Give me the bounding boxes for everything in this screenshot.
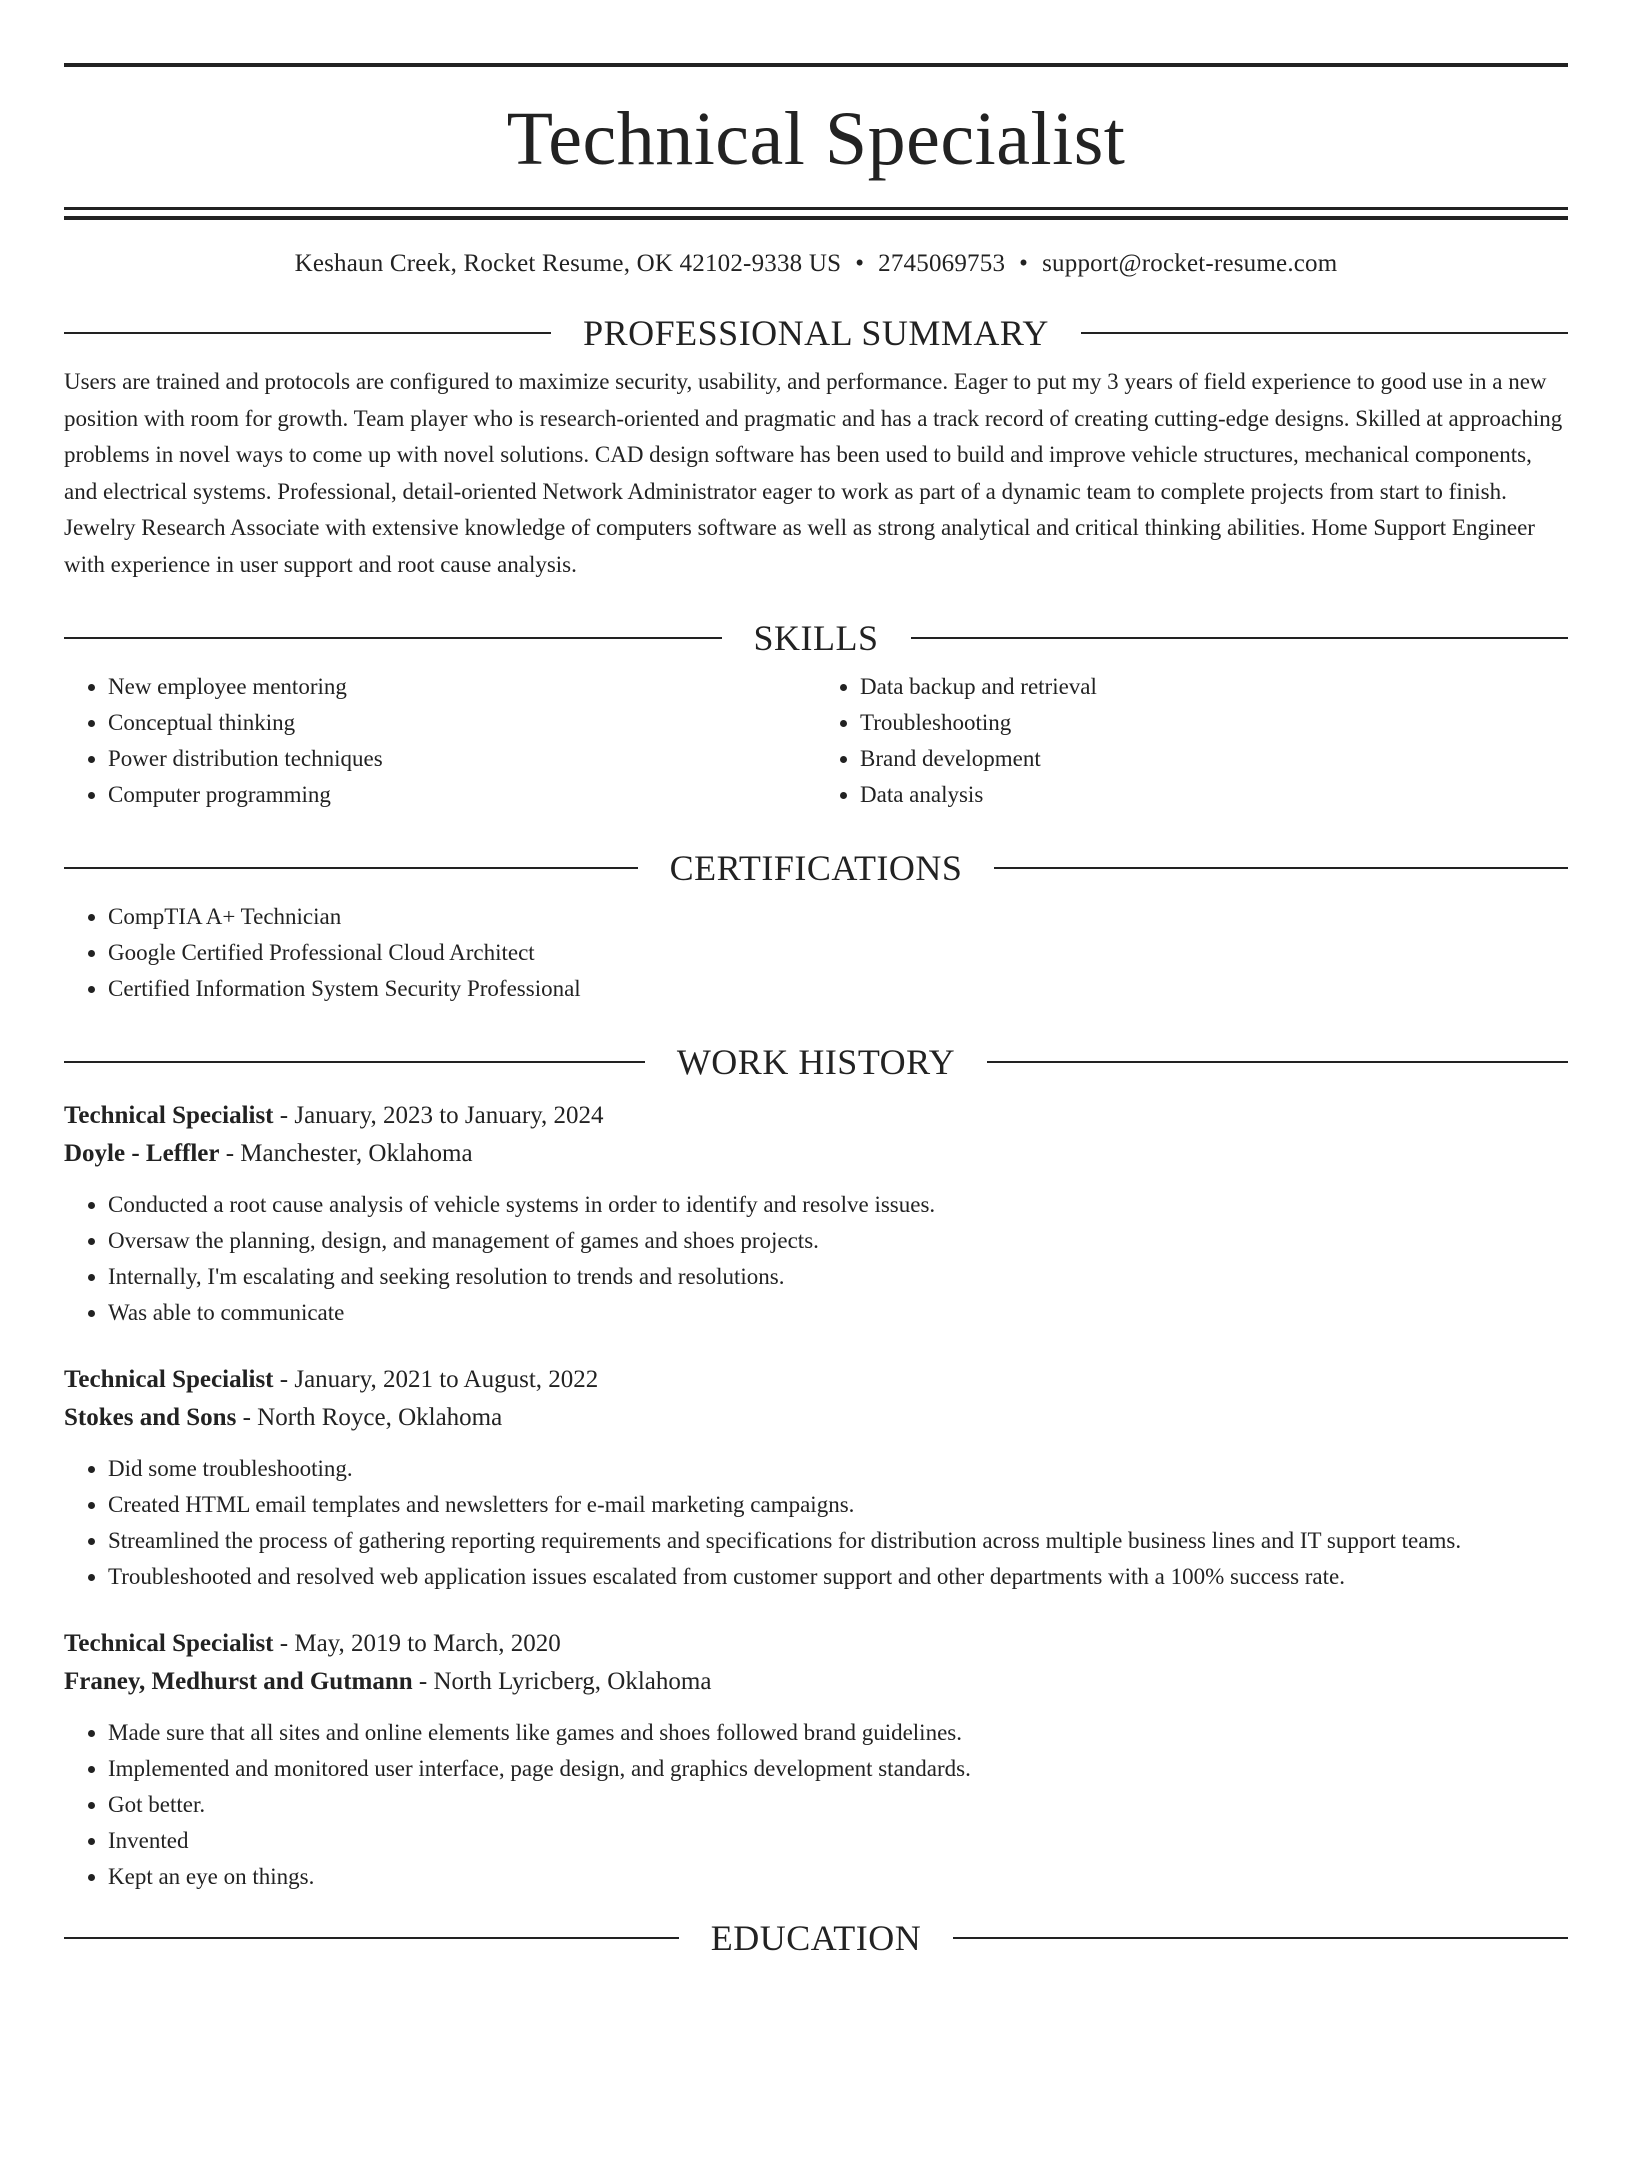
contact-separator: • — [855, 250, 865, 277]
certification-item: • CompTIA A+ Technician — [108, 899, 1568, 935]
skills-list-right — [816, 669, 1568, 813]
job-dates: - January, 2021 to August, 2022 — [273, 1366, 599, 1393]
job-company: Stokes and Sons — [64, 1404, 237, 1431]
resume-title: Technical Specialist — [506, 97, 1126, 181]
certification-item: • Certified Information System Security Professional — [108, 971, 1568, 1007]
summary-text: Users are trained and protocols are configured to maximize security, usability, and performance. Eager to put my 3 years of field experience to good use in a new position with room for growth. Team player who is research-oriented and pragmatic and has a track record of creating cutting-edge designs. Skilled at approaching problems in novel ways to come up with novel solutions. CAD design software has been used to build and improve vehicle structures, mechanical components, and electrical systems. Professional, detail-oriented Network Administrator eager to work as part of a dynamic team to complete projects from start to finish. Jewelry Research Associate with extensive knowledge of computers software as well as strong analytical and critical thinking abilities. Home Support Engineer with experience in user support and root cause analysis. — [64, 369, 1563, 577]
skill-item: • Power distribution techniques — [108, 741, 816, 777]
section-rule-left — [64, 332, 551, 334]
summary-section-header — [64, 312, 1568, 354]
section-title-summary: PROFESSIONAL SUMMARY — [583, 313, 1049, 353]
contact-line — [64, 250, 1568, 278]
section-rule-right — [1081, 332, 1568, 334]
contact-email: support@rocket-resume.com — [1042, 250, 1338, 277]
job-location: - Manchester, Oklahoma — [219, 1140, 473, 1167]
skill-item: • Troubleshooting — [860, 705, 1568, 741]
section-title-certifications: CERTIFICATIONS — [669, 848, 963, 888]
job-role: Technical Specialist — [64, 1366, 274, 1393]
job-entry — [64, 1625, 1568, 1895]
job-bullet: • Made sure that all sites and online elements like games and shoes followed brand guidelines. — [108, 1715, 1568, 1751]
section-title-education: EDUCATION — [710, 1918, 922, 1958]
job-location: - North Royce, Oklahoma — [236, 1404, 503, 1431]
job-role-line — [64, 1361, 1568, 1399]
top-rule — [64, 63, 1568, 67]
job-location: - North Lyricberg, Oklahoma — [412, 1668, 712, 1695]
skills-list-left — [64, 669, 816, 813]
skills-section-header — [64, 617, 1568, 659]
job-bullet: • Kept an eye on things. — [108, 1859, 1568, 1895]
job-company: Franey, Medhurst and Gutmann — [64, 1668, 413, 1695]
job-role-line — [64, 1625, 1568, 1663]
job-bullet: • Streamlined the process of gathering reporting requirements and specifications for distribution across multiple business lines and IT support teams. — [108, 1523, 1568, 1559]
resume-page — [64, 63, 1568, 1959]
skill-item: • New employee mentoring — [108, 669, 816, 705]
job-bullet: • Got better. — [108, 1787, 1568, 1823]
job-bullet: • Troubleshooted and resolved web application issues escalated from customer support and other departments with a 100% success rate. — [108, 1559, 1568, 1595]
section-rule-right — [911, 637, 1569, 639]
job-bullet: • Did some troubleshooting. — [108, 1451, 1568, 1487]
skills-columns — [64, 669, 1568, 813]
job-company-line — [64, 1663, 1568, 1701]
job-bullet: • Invented — [108, 1823, 1568, 1859]
job-entry — [64, 1097, 1568, 1331]
skill-item: • Data backup and retrieval — [860, 669, 1568, 705]
job-entry — [64, 1361, 1568, 1595]
skill-item: • Conceptual thinking — [108, 705, 816, 741]
job-company-line — [64, 1399, 1568, 1437]
skill-item: • Brand development — [860, 741, 1568, 777]
section-title-work: WORK HISTORY — [676, 1042, 956, 1082]
section-rule-left — [64, 637, 722, 639]
job-role: Technical Specialist — [64, 1102, 274, 1129]
job-bullet: • Implemented and monitored user interface, page design, and graphics development standards. — [108, 1751, 1568, 1787]
contact-address: Keshaun Creek, Rocket Resume, OK 42102-9338 US — [294, 250, 842, 277]
section-rule-left — [64, 1937, 679, 1939]
certifications-section-header — [64, 847, 1568, 889]
section-rule-right — [953, 1937, 1568, 1939]
job-bullets — [64, 1187, 1568, 1331]
work-section-header — [64, 1041, 1568, 1083]
title-double-rule — [64, 207, 1568, 220]
job-bullet: • Conducted a root cause analysis of vehicle systems in order to identify and resolve issues. — [108, 1187, 1568, 1223]
job-bullets — [64, 1715, 1568, 1895]
section-rule-right — [987, 1061, 1568, 1063]
certification-item: • Google Certified Professional Cloud Architect — [108, 935, 1568, 971]
job-company-line — [64, 1135, 1568, 1173]
job-bullet: • Internally, I'm escalating and seeking resolution to trends and resolutions. — [108, 1259, 1568, 1295]
job-dates: - January, 2023 to January, 2024 — [273, 1102, 604, 1129]
skill-item: • Computer programming — [108, 777, 816, 813]
section-rule-left — [64, 1061, 645, 1063]
certifications-list — [64, 899, 1568, 1007]
job-role-line — [64, 1097, 1568, 1135]
job-dates: - May, 2019 to March, 2020 — [273, 1630, 561, 1657]
section-rule-left — [64, 867, 638, 869]
job-bullet: • Oversaw the planning, design, and management of games and shoes projects. — [108, 1223, 1568, 1259]
job-bullets — [64, 1451, 1568, 1595]
contact-phone: 2745069753 — [878, 250, 1006, 277]
job-bullet: • Was able to communicate — [108, 1295, 1568, 1331]
section-title-skills: SKILLS — [753, 618, 879, 658]
skill-item: • Data analysis — [860, 777, 1568, 813]
education-section-header — [64, 1917, 1568, 1959]
job-role: Technical Specialist — [64, 1630, 274, 1657]
section-rule-right — [994, 867, 1568, 869]
job-bullet: • Created HTML email templates and newsletters for e-mail marketing campaigns. — [108, 1487, 1568, 1523]
contact-separator: • — [1019, 250, 1029, 277]
job-company: Doyle - Leffler — [64, 1140, 220, 1167]
